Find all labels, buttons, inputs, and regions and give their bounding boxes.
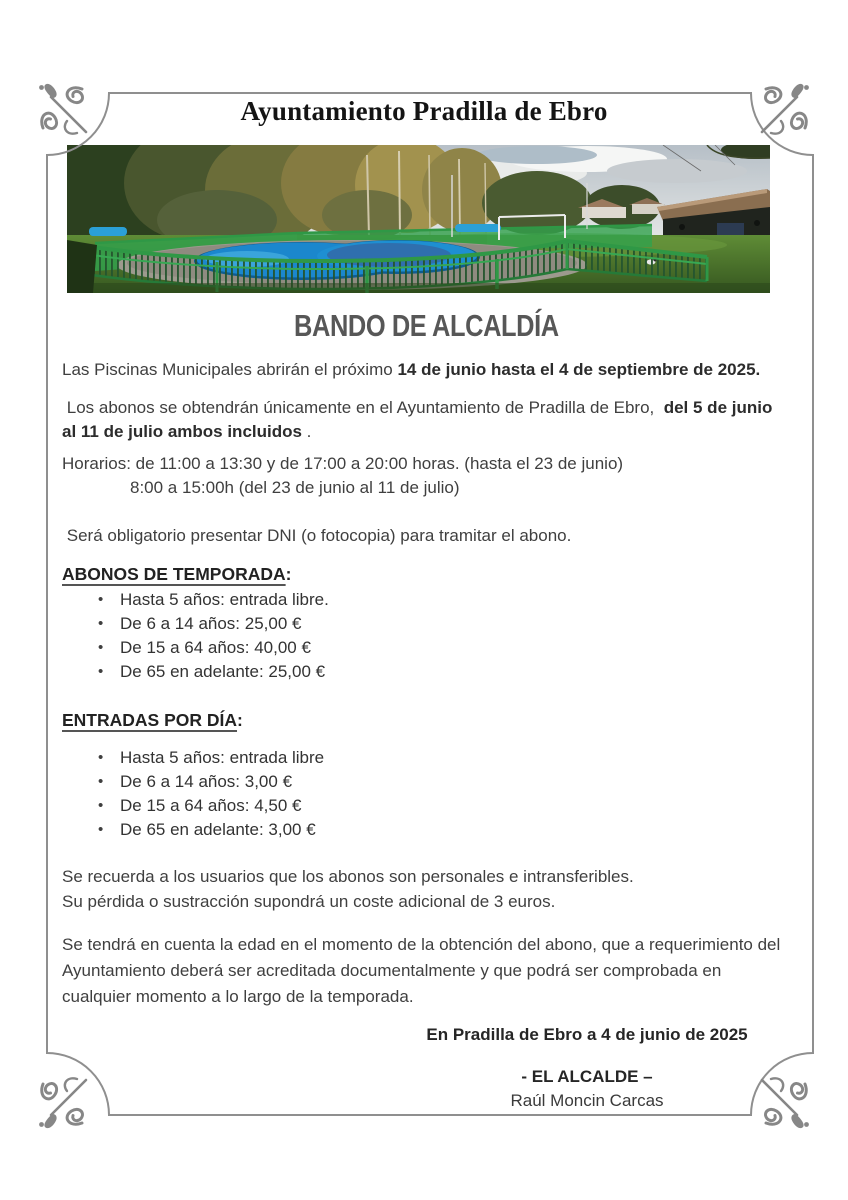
bando-heading <box>62 308 790 344</box>
paragraph-edad: Se tendrá en cuenta la edad en el momento de la obtención del abono, que a requerimiento del Ayuntamiento deberá ser acreditada documentalmente y que podrá ser comprobada en cualquier momento a lo largo de la temporada. <box>62 935 785 1006</box>
page-title: Ayuntamiento Pradilla de Ebro <box>240 96 608 126</box>
list-item: • Hasta 5 años: entrada libre. <box>62 588 790 612</box>
signature-block <box>384 1023 790 1113</box>
paragraph-abonos-info <box>62 396 790 444</box>
recuerda-line-1: Se recuerda a los usuarios que los abonos son personales e intransferibles. <box>62 867 634 886</box>
small-pool-right <box>455 224 501 232</box>
abonos-price-list <box>62 588 790 684</box>
paragraph-opening-dates <box>62 358 790 382</box>
abonos-info-text: Los abonos se obtendrán únicamente en el Ayuntamiento de Pradilla de Ebro, <box>62 398 664 417</box>
list-item: • Hasta 5 años: entrada libre <box>62 746 790 770</box>
list-item: • De 65 en adelante: 25,00 € <box>62 660 790 684</box>
entradas-title-text: ENTRADAS POR DÍA <box>62 710 238 730</box>
abonos-title-text: ABONOS DE TEMPORADA <box>62 564 286 584</box>
document-body <box>0 308 848 1113</box>
horarios-line-1: Horarios: de 11:00 a 13:30 y de 17:00 a 20:00 horas. (hasta el 23 de junio) <box>62 454 624 473</box>
abonos-info-bold: del 5 de junio al 11 de julio ambos incluidos <box>62 398 778 441</box>
bando-heading-text: BANDO DE ALCALDÍA <box>293 308 559 343</box>
list-item: • De 6 a 14 años: 3,00 € <box>62 770 790 794</box>
list-item: • De 65 en adelante: 3,00 € <box>62 818 790 842</box>
recuerda-line-2: Su pérdida o sustracción supondrá un coste adicional de 3 euros. <box>62 892 556 911</box>
paragraph-dni: Será obligatorio presentar DNI (o fotocopia) para tramitar el abono. <box>62 526 572 545</box>
opening-dates-text: Las Piscinas Municipales abrirán el próximo <box>62 360 398 379</box>
abonos-title-colon: : <box>285 564 292 584</box>
list-item: • De 15 a 64 años: 40,00 € <box>62 636 790 660</box>
horarios-line-2: 8:00 a 15:00h (del 23 de junio al 11 de julio) <box>130 478 460 497</box>
small-pool-left <box>89 227 127 236</box>
list-item: • De 6 a 14 años: 25,00 € <box>62 612 790 636</box>
pool-photo <box>67 145 770 293</box>
signature-name: Raúl Moncin Carcas <box>510 1091 664 1110</box>
entradas-price-list <box>62 746 790 842</box>
section-title-abonos <box>62 562 790 586</box>
list-item: • De 15 a 64 años: 4,50 € <box>62 794 790 818</box>
entradas-title-colon: : <box>237 710 243 730</box>
horarios-block <box>62 452 790 500</box>
abonos-info-post: . <box>301 422 312 441</box>
opening-dates-bold: 14 de junio hasta el 4 de septiembre de 2025. <box>397 360 761 379</box>
signature-place-date: En Pradilla de Ebro a 4 de junio de 2025 <box>426 1025 748 1044</box>
signature-role: - EL ALCALDE – <box>521 1067 653 1086</box>
section-title-entradas <box>62 708 790 732</box>
paragraph-recuerda <box>62 864 790 914</box>
